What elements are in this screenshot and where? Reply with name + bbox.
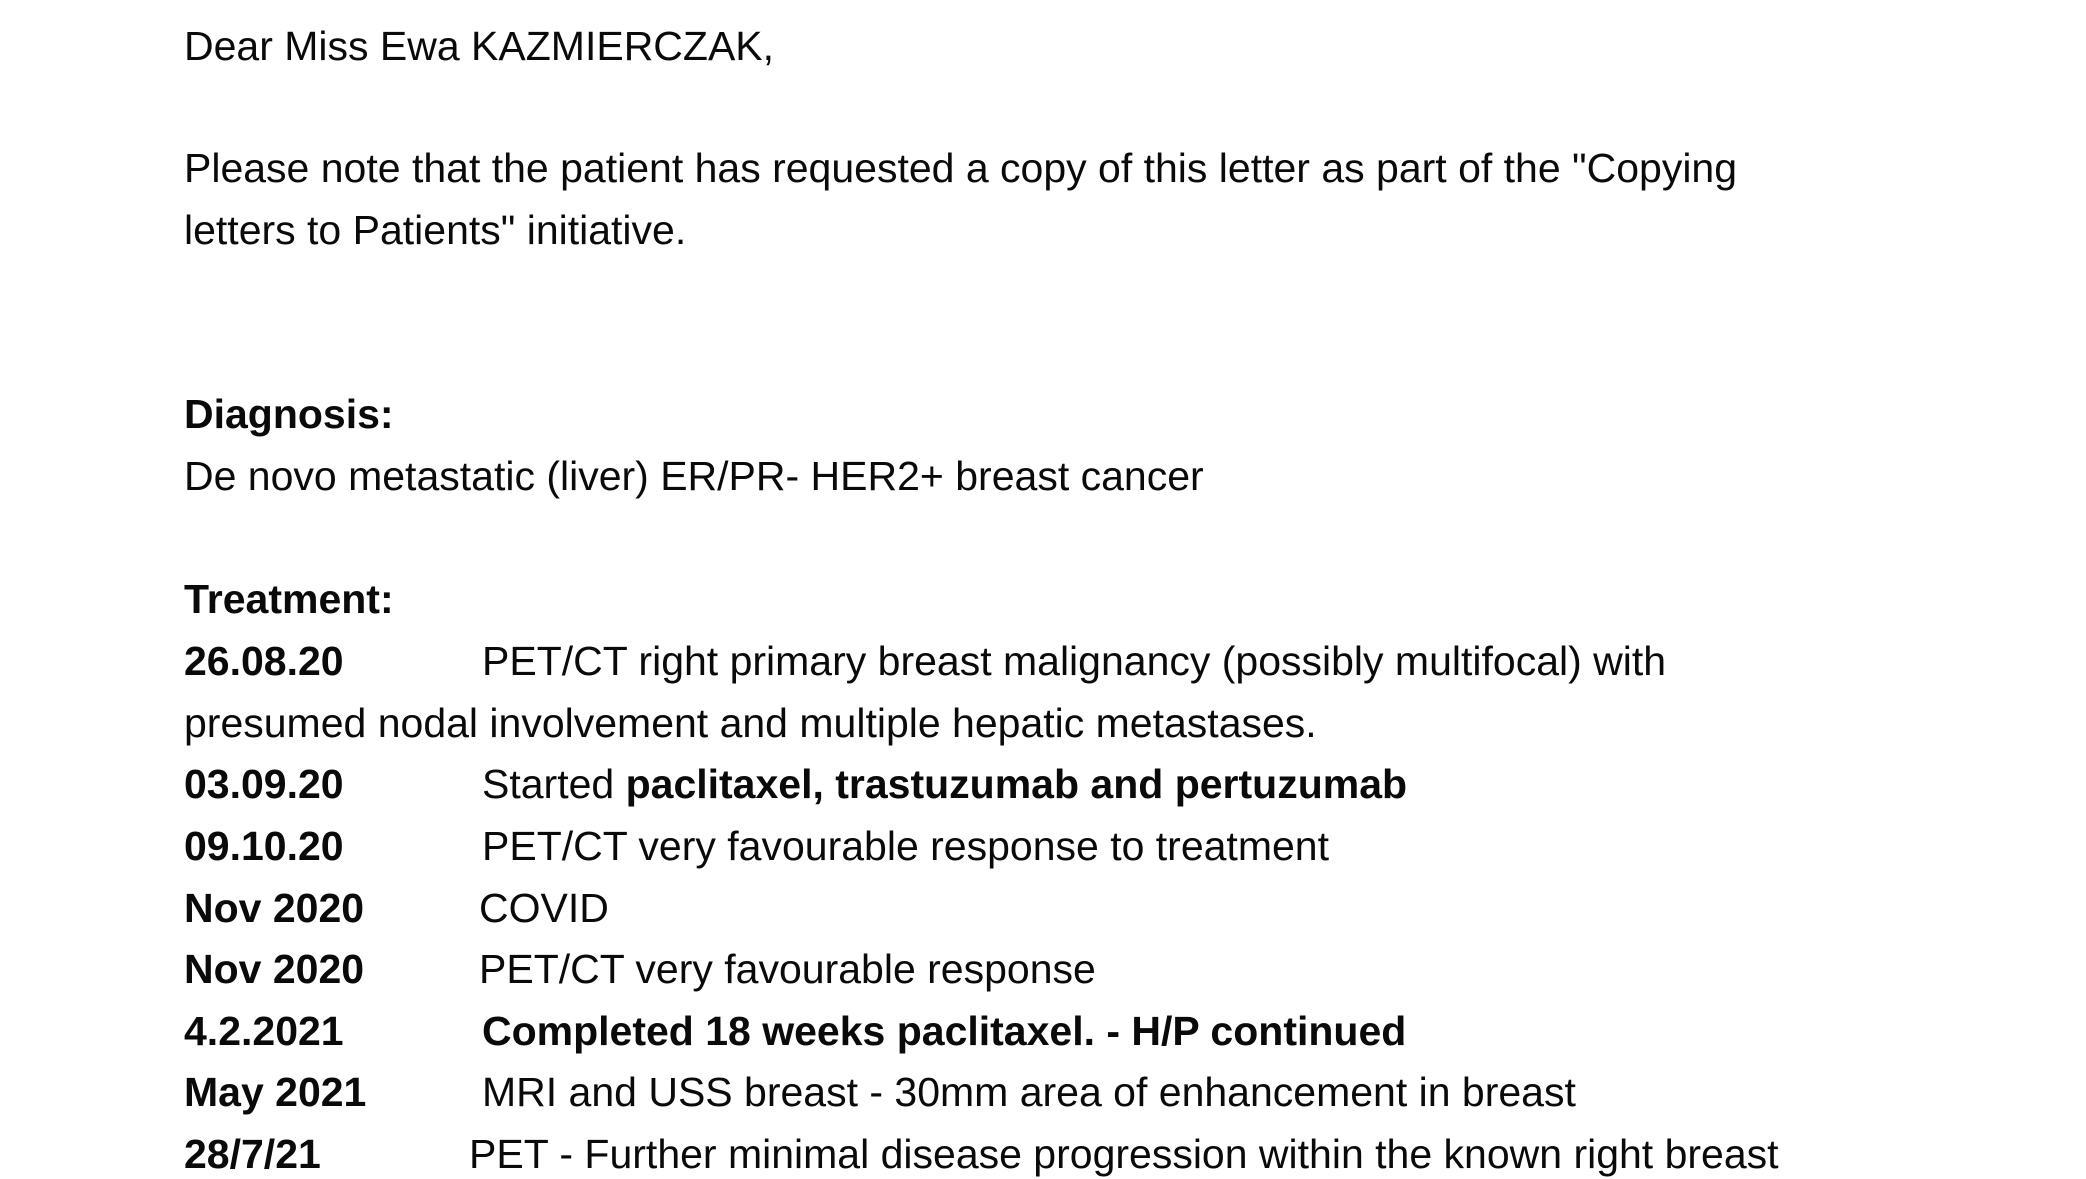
- treatment-drug-names: paclitaxel, trastuzumab and pertuzumab: [625, 761, 1408, 807]
- treatment-text-continuation: presumed nodal involvement and multiple hepatic metastases.: [184, 700, 1317, 746]
- treatment-text: PET/CT very favourable response to treatment: [482, 823, 1329, 869]
- treatment-date: 26.08.20: [184, 638, 344, 684]
- treatment-text-bold: Completed 18 weeks paclitaxel. - H/P continued: [482, 1008, 1407, 1054]
- treatment-date: 28/7/21: [184, 1131, 321, 1177]
- treatment-date: May 2021: [184, 1069, 367, 1115]
- diagnosis-text: De novo metastatic (liver) ER/PR- HER2+ breast cancer: [184, 453, 1204, 499]
- treatment-date: 09.10.20: [184, 823, 344, 869]
- treatment-text: [482, 1007, 1406, 1055]
- treatment-date: 03.09.20: [184, 761, 344, 807]
- salutation: Dear Miss Ewa KAZMIERCZAK,: [184, 23, 775, 69]
- diagnosis-heading: Diagnosis:: [184, 391, 394, 437]
- treatment-date: Nov 2020: [184, 946, 365, 992]
- treatment-text: COVID: [479, 885, 609, 931]
- treatment-text: MRI and USS breast - 30mm area of enhancement in breast: [482, 1069, 1576, 1115]
- copy-note-line-2: letters to Patients" initiative.: [184, 207, 687, 253]
- copy-note-line-1: Please note that the patient has requested a copy of this letter as part of the "Copying: [184, 145, 1738, 191]
- treatment-date: Nov 2020: [184, 885, 365, 931]
- treatment-text-prefix: Started: [482, 761, 626, 807]
- treatment-date: 4.2.2021: [184, 1008, 344, 1054]
- treatment-text: [482, 760, 1407, 808]
- treatment-text: PET - Further minimal disease progression within the known right breast: [469, 1131, 1779, 1177]
- treatment-text: PET/CT very favourable response: [479, 946, 1096, 992]
- treatment-heading: Treatment:: [184, 576, 394, 622]
- treatment-text: PET/CT right primary breast malignancy (possibly multifocal) with: [482, 638, 1667, 684]
